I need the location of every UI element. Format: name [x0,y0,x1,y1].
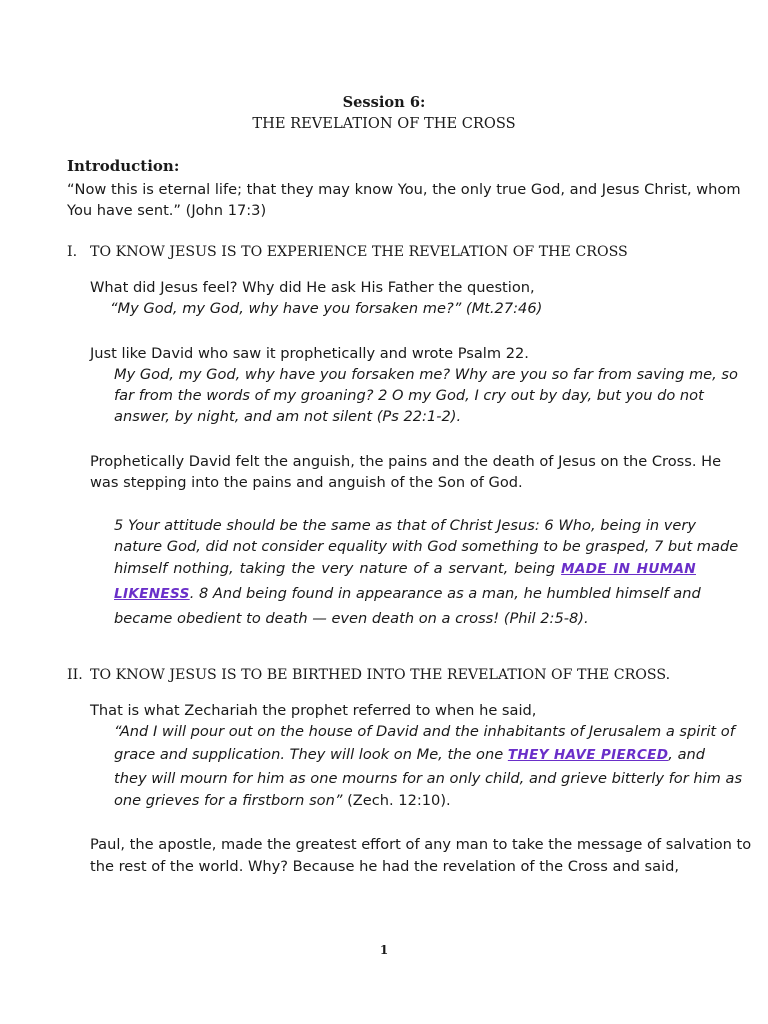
phil-line-3-text: himself nothing, taking the very nature of a servant, being [114,560,562,577]
zech-line-1: “And I will pour out on the house of David and the inhabitants of Jerusalem a spirit of [114,723,735,740]
made-in-human-highlight: MADE IN HUMAN [561,561,696,577]
section-2-heading [67,667,671,683]
phil-line-3 [114,558,696,581]
zech-line-4 [114,790,451,812]
david-psalm-line: Just like David who saw it prophetically and wrote Psalm 22. [90,345,529,362]
intro-label: Introduction: [67,157,180,175]
document-title: THE REVELATION OF THE CROSS [252,115,516,132]
zech-line-4-text: one grieves for a firstborn son” [114,792,348,809]
section-1-heading-text: TO KNOW JESUS IS TO EXPERIENCE THE REVELATION OF THE CROSS [90,244,628,260]
section-1-numeral: I. [67,244,78,260]
psalm-line-2: far from the words of my groaning? 2 O my God, I cry out by day, but you do not [114,387,704,404]
zech-line-2 [114,744,706,767]
intro-quote-line-1: “Now this is eternal life; that they may know You, the only true God, and Jesus Christ, whom [67,181,741,198]
phil-line-4-text: . 8 And being found in appearance as a man, he humbled himself and [189,585,701,602]
psalm-line-3: answer, by night, and am not silent (Ps 22:1-2). [114,408,462,425]
zech-line-2-text: grace and supplication. They will look on Me, the one [114,746,508,763]
phil-line-4 [114,583,701,606]
phil-line-5: became obedient to death — even death on a cross! (Phil 2:5-8). [114,610,589,627]
session-label: Session 6: [342,94,426,111]
intro-quote-line-2: You have sent.” (John 17:3) [67,202,267,219]
zechariah-line: That is what Zechariah the prophet referred to when he said, [90,702,537,719]
matthew-quote: “My God, my God, why have you forsaken me?” (Mt.27:46) [110,300,543,317]
section-2-heading-text: TO KNOW JESUS IS TO BE BIRTHED INTO THE REVELATION OF THE CROSS. [90,667,671,683]
likeness-highlight: LIKENESS [114,586,190,602]
psalm-line-1: My God, my God, why have you forsaken me? Why are you so far from saving me, so [114,366,738,383]
paul-paragraph-line-2: the rest of the world. Why? Because he had the revelation of the Cross and said, [90,858,680,875]
section-2-numeral: II. [67,667,83,683]
phil-line-1: 5 Your attitude should be the same as that of Christ Jesus: 6 Who, being in very [114,517,696,534]
jesus-question-line: What did Jesus feel? Why did He ask His Father the question, [90,279,535,296]
zech-line-3: they will mourn for him as one mourns for an only child, and grieve bitterly for him as [114,770,743,787]
section-1-heading [67,244,628,260]
page-number: 1 [379,943,389,957]
paul-paragraph-line-1: Paul, the apostle, made the greatest effort of any man to take the message of salvation to [90,836,752,853]
zech-line-2-end: , and [668,746,706,763]
they-have-pierced-highlight: THEY HAVE PIERCED [507,747,669,763]
phil-line-2: nature God, did not consider equality with God something to be grasped, 7 but made [114,538,739,555]
prophetic-paragraph-line-1: Prophetically David felt the anguish, the pains and the death of Jesus on the Cross. He [90,453,722,470]
zech-reference: (Zech. 12:10). [347,792,451,809]
prophetic-paragraph-line-2: was stepping into the pains and anguish of the Son of God. [90,474,523,491]
